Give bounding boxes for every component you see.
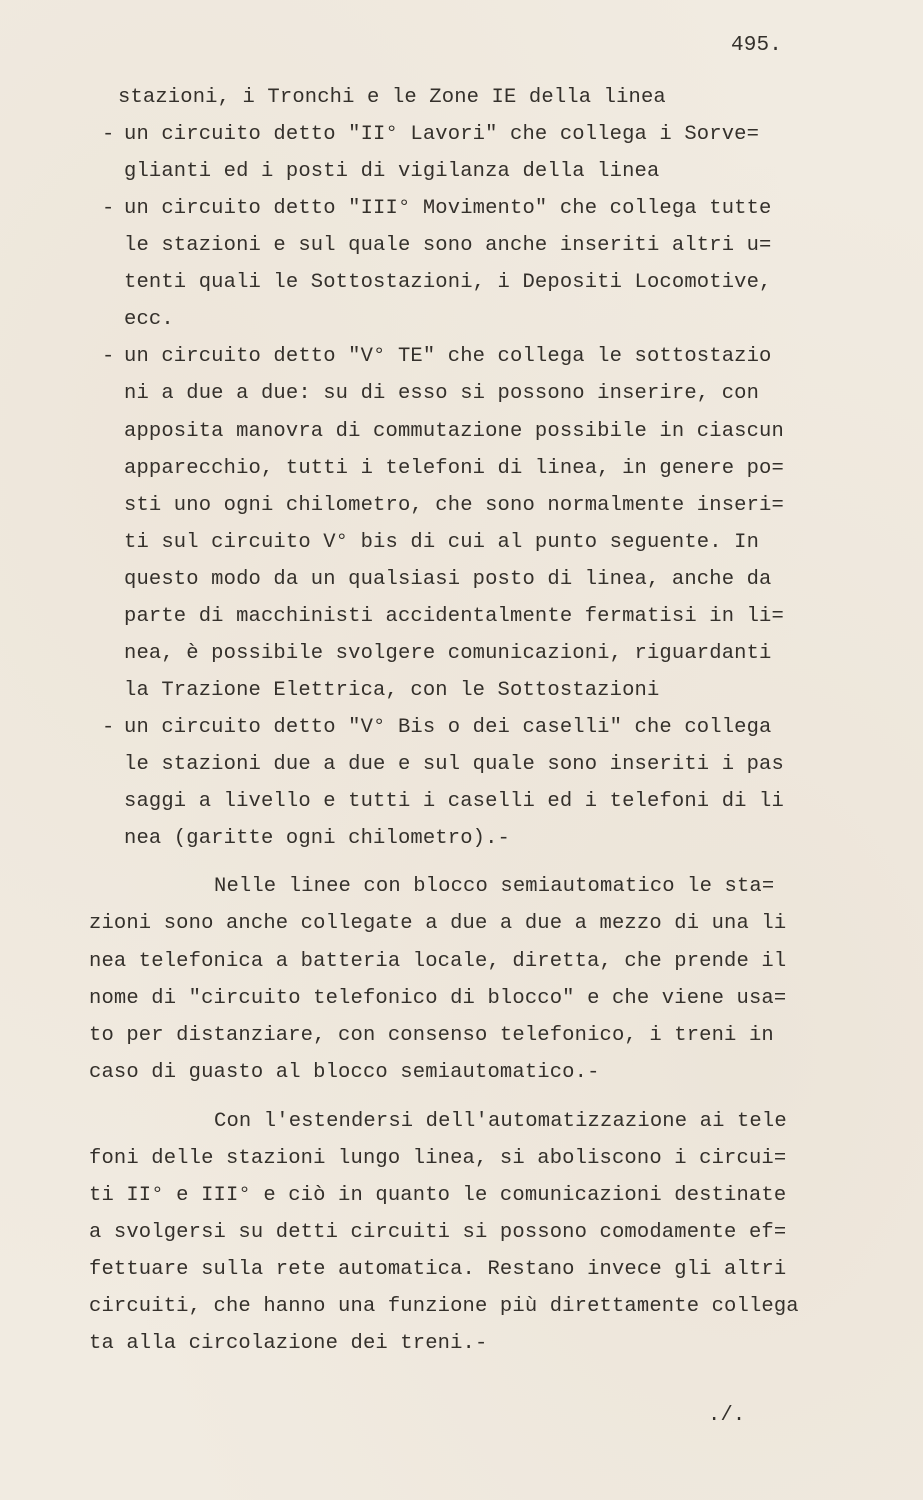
bullet-dash: - <box>102 716 115 739</box>
text-line: glianti ed i posti di vigilanza della linea <box>124 160 660 183</box>
text-line: circuiti, che hanno una funzione più direttamente collega <box>89 1295 799 1318</box>
continuation-mark: ./. <box>708 1404 746 1427</box>
text-line: apposita manovra di commutazione possibile in ciascun <box>124 420 784 443</box>
text-line: a svolgersi su detti circuiti si possono comodamente ef= <box>89 1221 787 1244</box>
text-line: foni delle stazioni lungo linea, si aboliscono i circui= <box>89 1147 787 1170</box>
text-line: ti sul circuito V° bis di cui al punto seguente. In <box>124 531 760 554</box>
text-line: ta alla circolazione dei treni.- <box>89 1332 488 1355</box>
text-line: un circuito detto "II° Lavori" che collega i Sorve= <box>124 123 760 146</box>
text-line: parte di macchinisti accidentalmente fermatisi in li= <box>124 605 784 628</box>
text-line: un circuito detto "V° Bis o dei caselli" che collega <box>124 716 772 739</box>
bullet-dash: - <box>102 197 115 220</box>
text-line: fettuare sulla rete automatica. Restano invece gli altri <box>89 1258 787 1281</box>
bullet-dash: - <box>102 123 115 146</box>
text-line: ni a due a due: su di esso si possono inserire, con <box>124 382 760 405</box>
text-line: Nelle linee con blocco semiautomatico le sta= <box>214 875 775 898</box>
text-line: zioni sono anche collegate a due a due a mezzo di una li <box>89 912 787 935</box>
text-line: un circuito detto "V° TE" che collega le sottostazio <box>124 345 772 368</box>
intro-line: stazioni, i Tronchi e le Zone IE della linea <box>118 86 666 109</box>
text-line: nea (garitte ogni chilometro).- <box>124 827 511 850</box>
text-line: sti uno ogni chilometro, che sono normalmente inseri= <box>124 494 784 517</box>
text-line: nea telefonica a batteria locale, diretta, che prende il <box>89 950 787 973</box>
text-line: ti II° e III° e ciò in quanto le comunicazioni destinate <box>89 1184 787 1207</box>
text-line: tenti quali le Sottostazioni, i Depositi Locomotive, <box>124 271 772 294</box>
text-line: un circuito detto "III° Movimento" che collega tutte <box>124 197 772 220</box>
text-line: le stazioni due a due e sul quale sono inseriti i pas <box>124 753 784 776</box>
text-line: questo modo da un qualsiasi posto di linea, anche da <box>124 568 772 591</box>
text-line: le stazioni e sul quale sono anche inseriti altri u= <box>124 234 772 257</box>
text-line: saggi a livello e tutti i caselli ed i telefoni di li <box>124 790 784 813</box>
text-line: la Trazione Elettrica, con le Sottostazioni <box>124 679 660 702</box>
page-number: 495. <box>731 34 783 57</box>
text-line: nea, è possibile svolgere comunicazioni, riguardanti <box>124 642 772 665</box>
text-line: ecc. <box>124 308 174 331</box>
text-line: apparecchio, tutti i telefoni di linea, in genere po= <box>124 457 784 480</box>
text-line: Con l'estendersi dell'automatizzazione ai tele <box>214 1110 787 1133</box>
text-line: caso di guasto al blocco semiautomatico.- <box>89 1061 600 1084</box>
bullet-dash: - <box>102 345 115 368</box>
text-line: nome di "circuito telefonico di blocco" e che viene usa= <box>89 987 787 1010</box>
text-line: to per distanziare, con consenso telefonico, i treni in <box>89 1024 774 1047</box>
